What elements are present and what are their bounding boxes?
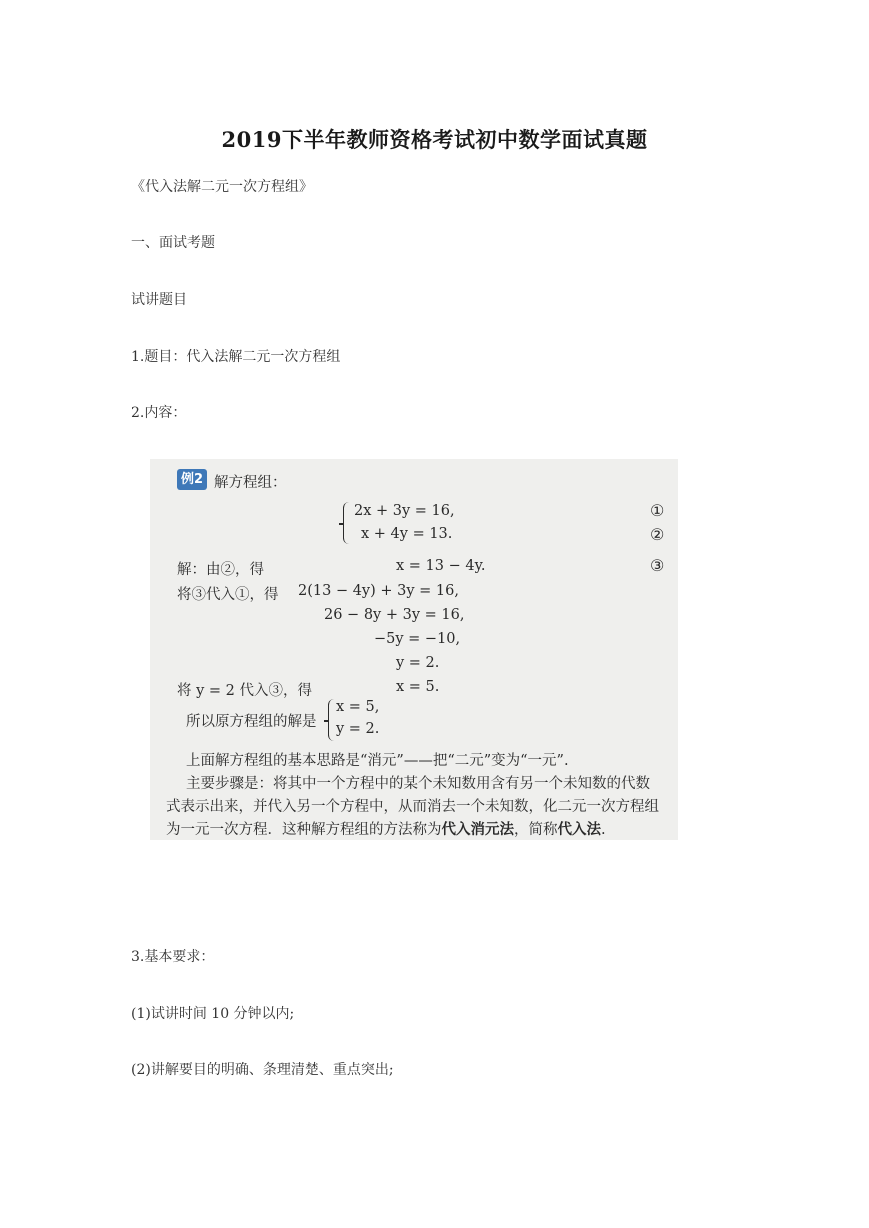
equation-mark-1: ① — [650, 501, 665, 520]
document-title: 2019下半年教师资格考试初中数学面试真题 — [221, 127, 648, 152]
requirement-1: (1)试讲时间 10 分钟以内; — [131, 1006, 295, 1022]
term-substitution-method: 代入法 — [557, 822, 601, 838]
equation-2: x + 4y = 13. — [361, 526, 453, 542]
answer-label: 所以原方程组的解是 — [186, 714, 317, 730]
textbook-example-image — [150, 459, 678, 840]
answer-x: x = 5, — [336, 699, 380, 715]
step-2: 26 − 8y + 3y = 16, — [324, 607, 465, 623]
sub-heading: 试讲题目 — [131, 292, 187, 308]
solution-expression: x = 13 − 4y. — [396, 558, 486, 574]
method-steps-line-3: 为一元一次方程．这种解方程组的方法称为代入消元法，简称代入法. — [166, 822, 606, 838]
step-3: −5y = −10, — [374, 631, 461, 647]
section-heading: 一、面试考题 — [131, 235, 215, 251]
method-idea: 上面解方程组的基本思路是“消元”——把“二元”变为“一元”. — [186, 753, 569, 769]
step-1: 2(13 − 4y) + 3y = 16, — [298, 583, 459, 599]
item-topic: 1.题目：代入法解二元一次方程组 — [131, 349, 341, 365]
system-brace — [343, 502, 351, 544]
item-requirements: 3.基本要求： — [131, 949, 215, 965]
step-4: y = 2. — [396, 655, 440, 671]
equation-mark-2: ② — [650, 525, 665, 544]
requirement-2: (2)讲解要目的明确、条理清楚、重点突出; — [131, 1062, 394, 1078]
method-steps-line-1: 主要步骤是：将其中一个方程中的某个未知数用含有另一个未知数的代数 — [186, 776, 650, 792]
back-substitution-label: 将 y = 2 代入③，得 — [177, 683, 313, 699]
equation-1: 2x + 3y = 16, — [354, 503, 455, 519]
example-prompt: 解方程组： — [214, 475, 287, 491]
solution-label: 解：由②，得 — [177, 562, 264, 578]
back-substitution-result: x = 5. — [396, 679, 440, 695]
example-badge: 例2 — [177, 469, 207, 490]
substitution-label: 将③代入①，得 — [177, 587, 279, 603]
item-content: 2.内容： — [131, 405, 187, 421]
method-steps-line-2: 式表示出来，并代入另一个方程中，从而消去一个未知数，化二元一次方程组 — [166, 799, 659, 815]
lesson-subtitle: 《代入法解二元一次方程组》 — [131, 179, 313, 195]
equation-mark-3: ③ — [650, 556, 665, 575]
answer-y: y = 2. — [336, 721, 380, 737]
answer-brace — [328, 699, 336, 741]
term-substitution-elimination: 代入消元法 — [441, 822, 514, 838]
